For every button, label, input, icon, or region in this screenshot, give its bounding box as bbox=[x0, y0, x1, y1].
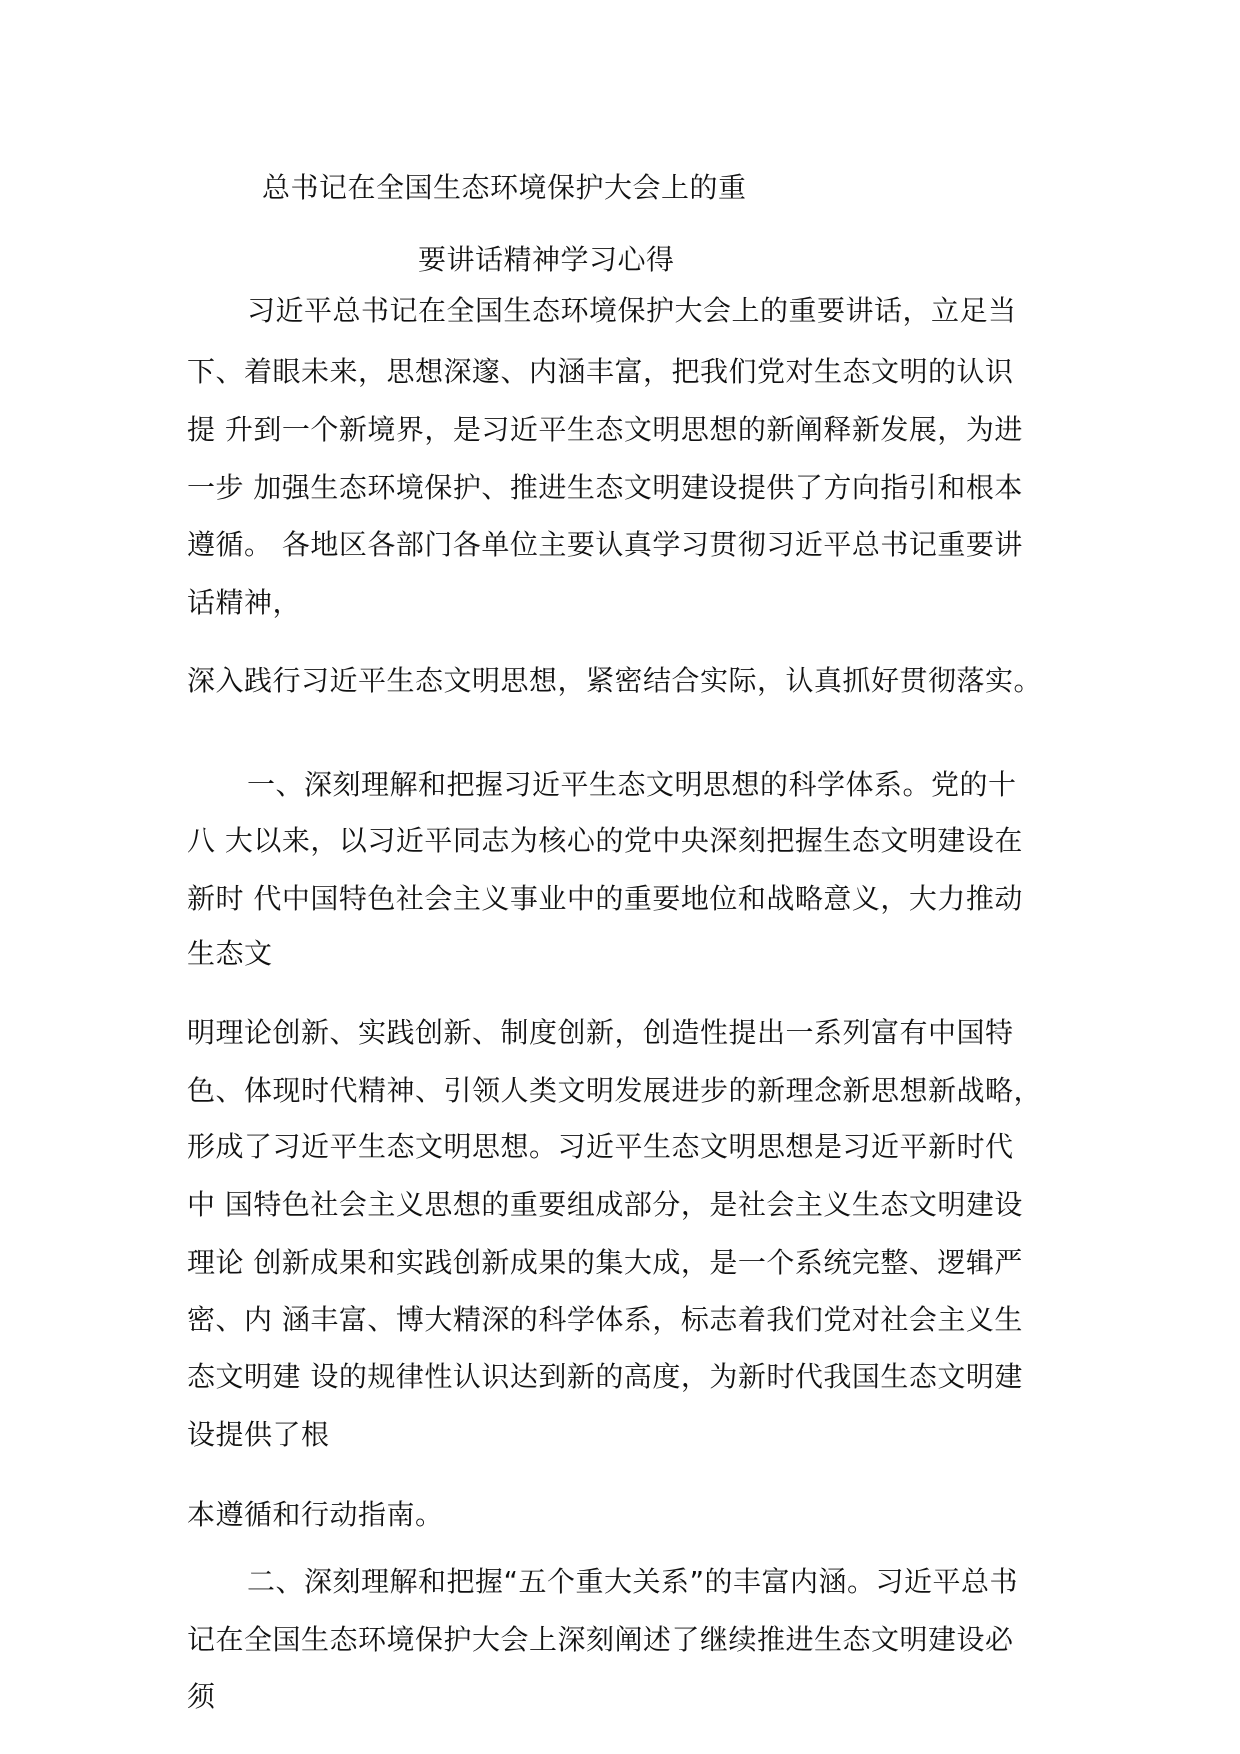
body-text-line: 生态文 bbox=[187, 937, 273, 970]
body-text-line: 遵循。 各地区各部门各单位主要认真学习贯彻习近平总书记重要讲 bbox=[187, 528, 1023, 561]
body-text-line: 须 bbox=[187, 1680, 216, 1713]
body-text-line: 深入践行习近平生态文明思想，紧密结合实际，认真抓好贯彻落实。 bbox=[187, 664, 1043, 697]
body-text-line: 明理论创新、实践创新、制度创新，创造性提出一系列富有中国特 bbox=[187, 1016, 1014, 1049]
body-text-line: 理论 创新成果和实践创新成果的集大成，是一个系统完整、逻辑严 bbox=[187, 1246, 1023, 1279]
body-text-line: 形成了习近平生态文明思想。习近平生态文明思想是习近平新时代 bbox=[187, 1130, 1014, 1163]
body-text-line: 密、内 涵丰富、博大精深的科学体系，标志着我们党对社会主义生 bbox=[187, 1303, 1023, 1336]
body-text-line: 下、着眼未来，思想深邃、内涵丰富，把我们党对生态文明的认识 bbox=[187, 355, 1014, 388]
body-text-line: 八 大以来，以习近平同志为核心的党中央深刻把握生态文明建设在 bbox=[187, 824, 1023, 857]
body-text-line: 二、深刻理解和把握“五个重大关系”的丰富内涵。习近平总书 bbox=[247, 1565, 1019, 1598]
body-text-line: 设提供了根 bbox=[187, 1418, 330, 1451]
body-text-line: 一、深刻理解和把握习近平生态文明思想的科学体系。党的十 bbox=[247, 768, 1017, 801]
body-text-line: 记在全国生态环境保护大会上深刻阐述了继续推进生态文明建设必 bbox=[187, 1623, 1014, 1656]
body-text-line: 中 国特色社会主义思想的重要组成部分，是社会主义生态文明建设 bbox=[187, 1188, 1023, 1221]
body-text-line: 习近平总书记在全国生态环境保护大会上的重要讲话，立足当 bbox=[247, 294, 1017, 327]
document-title-line-1: 总书记在全国生态环境保护大会上的重 bbox=[262, 171, 747, 204]
body-text-line: 本遵循和行动指南。 bbox=[187, 1498, 444, 1531]
body-text-line: 提 升到一个新境界，是习近平生态文明思想的新阐释新发展，为进 bbox=[187, 413, 1023, 446]
body-text-line: 一步 加强生态环境保护、推进生态文明建设提供了方向指引和根本 bbox=[187, 471, 1023, 504]
document-title-line-2: 要讲话精神学习心得 bbox=[418, 243, 675, 276]
body-text-line: 新时 代中国特色社会主义事业中的重要地位和战略意义，大力推动 bbox=[187, 882, 1023, 915]
body-text-line: 色、体现时代精神、引领人类文明发展进步的新理念新思想新战略， bbox=[187, 1074, 1043, 1107]
body-text-line: 态文明建 设的规律性认识达到新的高度，为新时代我国生态文明建 bbox=[187, 1360, 1023, 1393]
body-text-line: 话精神， bbox=[187, 586, 302, 619]
